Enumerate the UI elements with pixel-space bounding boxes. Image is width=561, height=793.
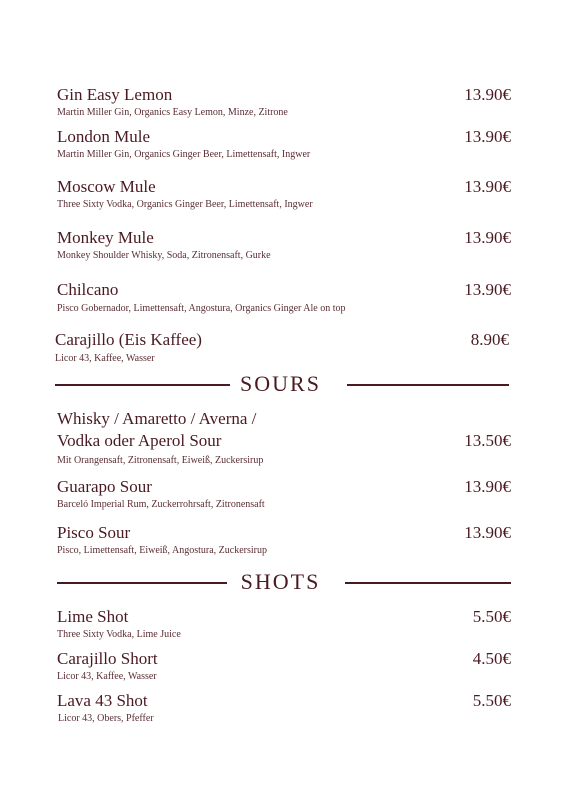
item-description: Pisco Gobernador, Limettensaft, Angostura, Organics Ginger Ale on top <box>57 303 346 314</box>
item-description: Three Sixty Vodka, Lime Juice <box>57 629 181 640</box>
item-name: Gin Easy Lemon <box>57 85 173 104</box>
item-name: Carajillo (Eis Kaffee) <box>55 330 202 349</box>
item-description: Pisco, Limettensaft, Eiweiß, Angostura, Zuckersirup <box>57 545 267 556</box>
item-price: 13.90€ <box>464 85 511 104</box>
item-price: 13.90€ <box>464 280 511 299</box>
item-price: 13.90€ <box>464 177 511 196</box>
item-name: Moscow Mule <box>57 177 156 196</box>
item-price: 5.50€ <box>472 691 511 710</box>
item-description: Monkey Shoulder Whisky, Soda, Zitronensaft, Gurke <box>57 250 271 261</box>
item-description: Licor 43, Kaffee, Wasser <box>57 671 157 682</box>
item-description: Licor 43, Kaffee, Wasser <box>55 353 155 364</box>
section-header-shots <box>0 567 561 597</box>
item-name: Pisco Sour <box>57 523 131 542</box>
item-name: Guarapo Sour <box>57 477 152 496</box>
item-description: Barceló Imperial Rum, Zuckerrohrsaft, Zitronensaft <box>57 499 265 510</box>
item-description: Mit Orangensaft, Zitronensaft, Eiweiß, Zuckersirup <box>57 455 264 466</box>
item-price: 13.90€ <box>464 523 511 542</box>
item-price: 8.90€ <box>470 330 509 349</box>
item-price: 13.90€ <box>464 228 511 247</box>
item-name: Chilcano <box>57 280 119 299</box>
divider-right <box>347 384 509 386</box>
item-name-line2: Vodka oder Aperol Sour <box>57 431 222 450</box>
item-name: London Mule <box>57 127 151 146</box>
item-name: Lime Shot <box>57 607 129 626</box>
item-description: Martin Miller Gin, Organics Ginger Beer, Limettensaft, Ingwer <box>57 149 311 160</box>
item-name: Lava 43 Shot <box>57 691 148 710</box>
section-title: SHOTS <box>240 569 321 594</box>
item-name-line1: Whisky / Amaretto / Averna / <box>57 409 257 428</box>
divider-right <box>345 582 511 584</box>
item-price: 13.90€ <box>464 127 511 146</box>
item-price: 5.50€ <box>472 607 511 626</box>
item-price: 13.50€ <box>464 431 511 450</box>
item-description: Three Sixty Vodka, Organics Ginger Beer, Limettensaft, Ingwer <box>57 199 313 210</box>
section-title: SOURS <box>240 371 321 396</box>
item-name: Carajillo Short <box>57 649 158 668</box>
item-name: Monkey Mule <box>57 228 154 247</box>
item-description: Licor 43, Obers, Pfeffer <box>58 713 154 724</box>
item-description: Martin Miller Gin, Organics Easy Lemon, Minze, Zitrone <box>57 107 288 118</box>
item-price: 13.90€ <box>464 477 511 496</box>
item-price: 4.50€ <box>472 649 511 668</box>
section-header-sours <box>0 369 561 399</box>
